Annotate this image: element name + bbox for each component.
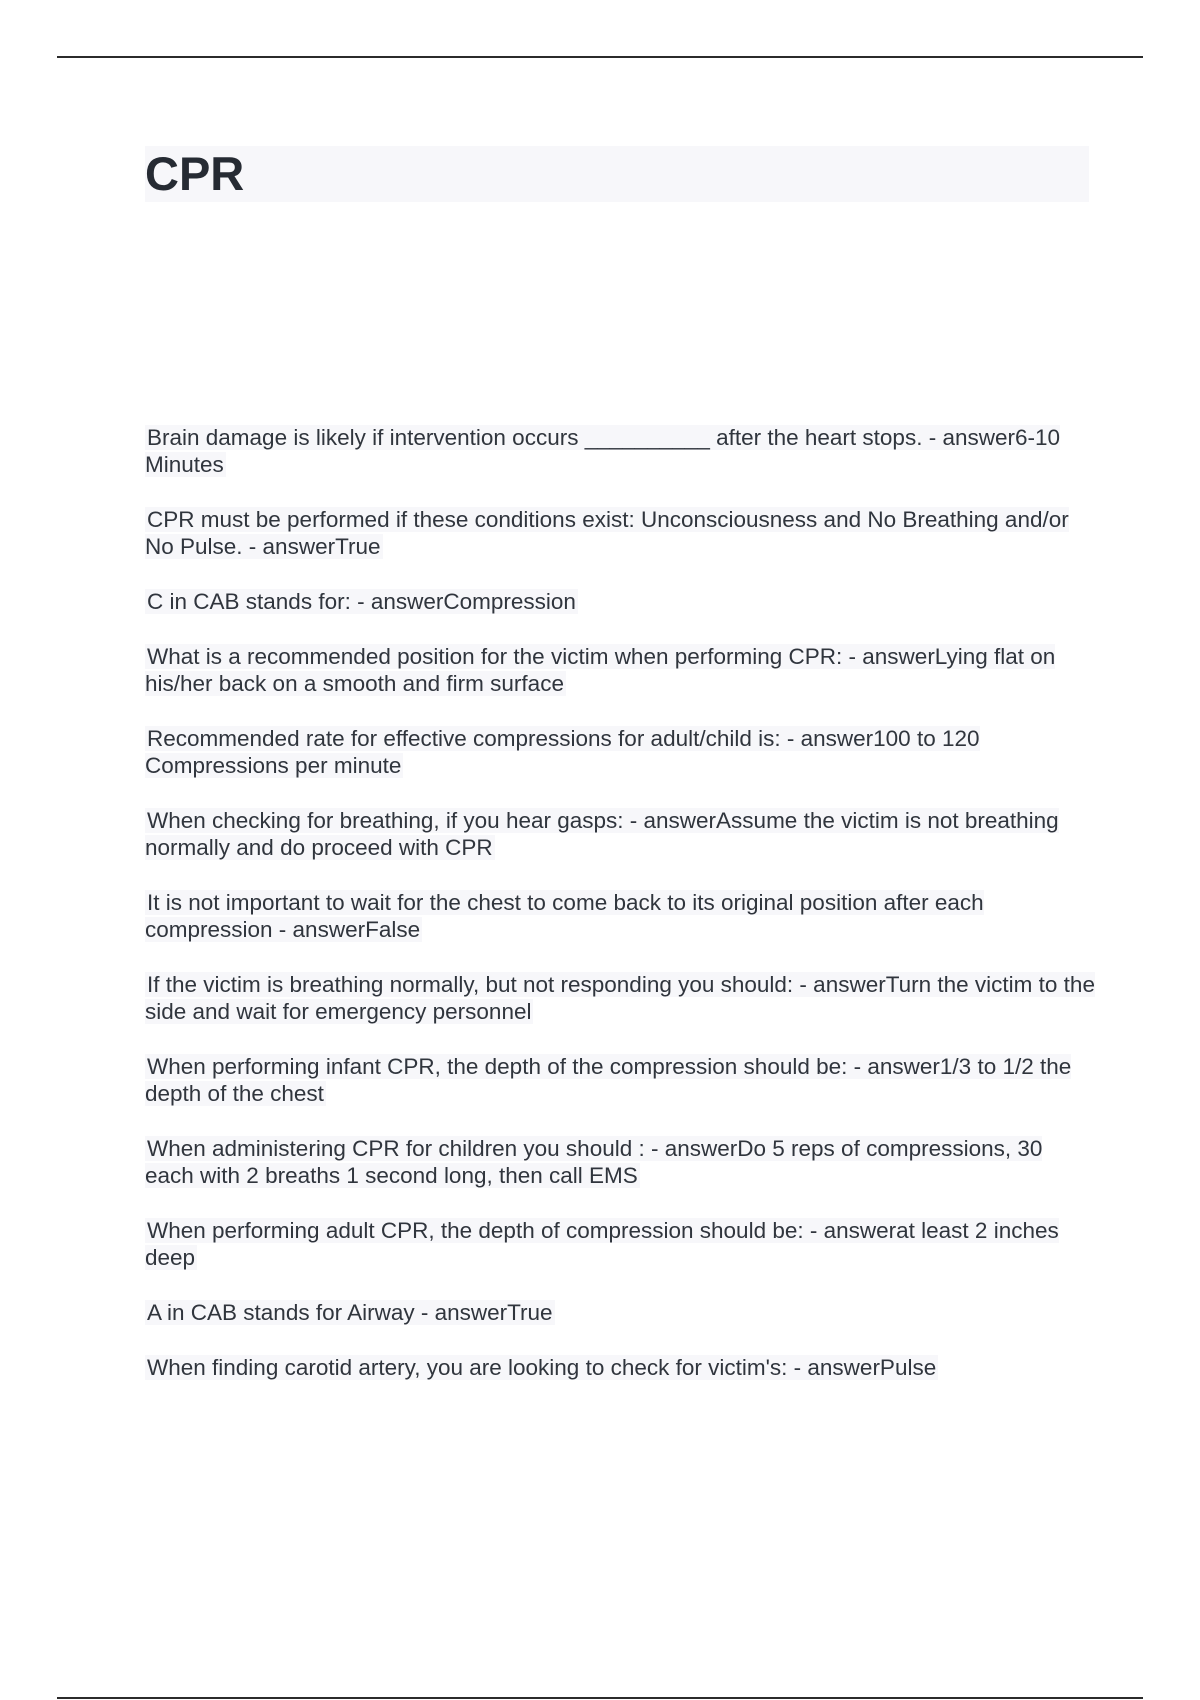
title-bar [145,146,1089,202]
qa-text: When finding carotid artery, you are looking to check for victim's: - answerPulse [147,1355,937,1380]
qa-item [145,588,1095,615]
qa-item [145,643,1095,697]
qa-item [145,1299,1095,1326]
qa-item [145,1053,1095,1107]
qa-text: CPR must be performed if these conditions exist: Unconsciousness and No Breathing and/or No Pulse. - answerTrue [145,507,1069,559]
qa-item [145,1354,1095,1381]
qa-item [145,1217,1095,1271]
qa-text: When performing infant CPR, the depth of the compression should be: - answer1/3 to 1/2 the depth of the chest [145,1054,1072,1106]
qa-text: When performing adult CPR, the depth of compression should be: - answerat least 2 inches deep [145,1218,1059,1270]
qa-item [145,889,1095,943]
qa-text: Recommended rate for effective compressions for adult/child is: - answer100 to 120 Compressions per minute [145,726,980,778]
qa-item [145,807,1095,861]
bottom-rule [57,1697,1143,1699]
qa-text: Brain damage is likely if intervention occurs __________ after the heart stops. - answer6-10 Minutes [145,425,1061,477]
qa-list [145,424,1095,1409]
qa-item [145,725,1095,779]
qa-item [145,1135,1095,1189]
document-title: CPR [145,147,245,200]
qa-text: What is a recommended position for the victim when performing CPR: - answerLying flat on his/her back on a smooth and firm surface [145,644,1056,696]
qa-item [145,424,1095,478]
qa-text: C in CAB stands for: - answerCompression [147,589,576,614]
qa-text: When checking for breathing, if you hear gasps: - answerAssume the victim is not breathing normally and do proceed with CPR [145,808,1059,860]
qa-item [145,506,1095,560]
top-rule [57,56,1143,58]
qa-text: It is not important to wait for the chest to come back to its original position after each compression - answerFalse [145,890,984,942]
qa-text: When administering CPR for children you should : - answerDo 5 reps of compressions, 30 each with 2 breaths 1 second long, then call EMS [145,1136,1043,1188]
qa-text: A in CAB stands for Airway - answerTrue [147,1300,553,1325]
qa-text: If the victim is breathing normally, but not responding you should: - answerTurn the victim to the side and wait for emergency personnel [145,972,1095,1024]
qa-item [145,971,1095,1025]
